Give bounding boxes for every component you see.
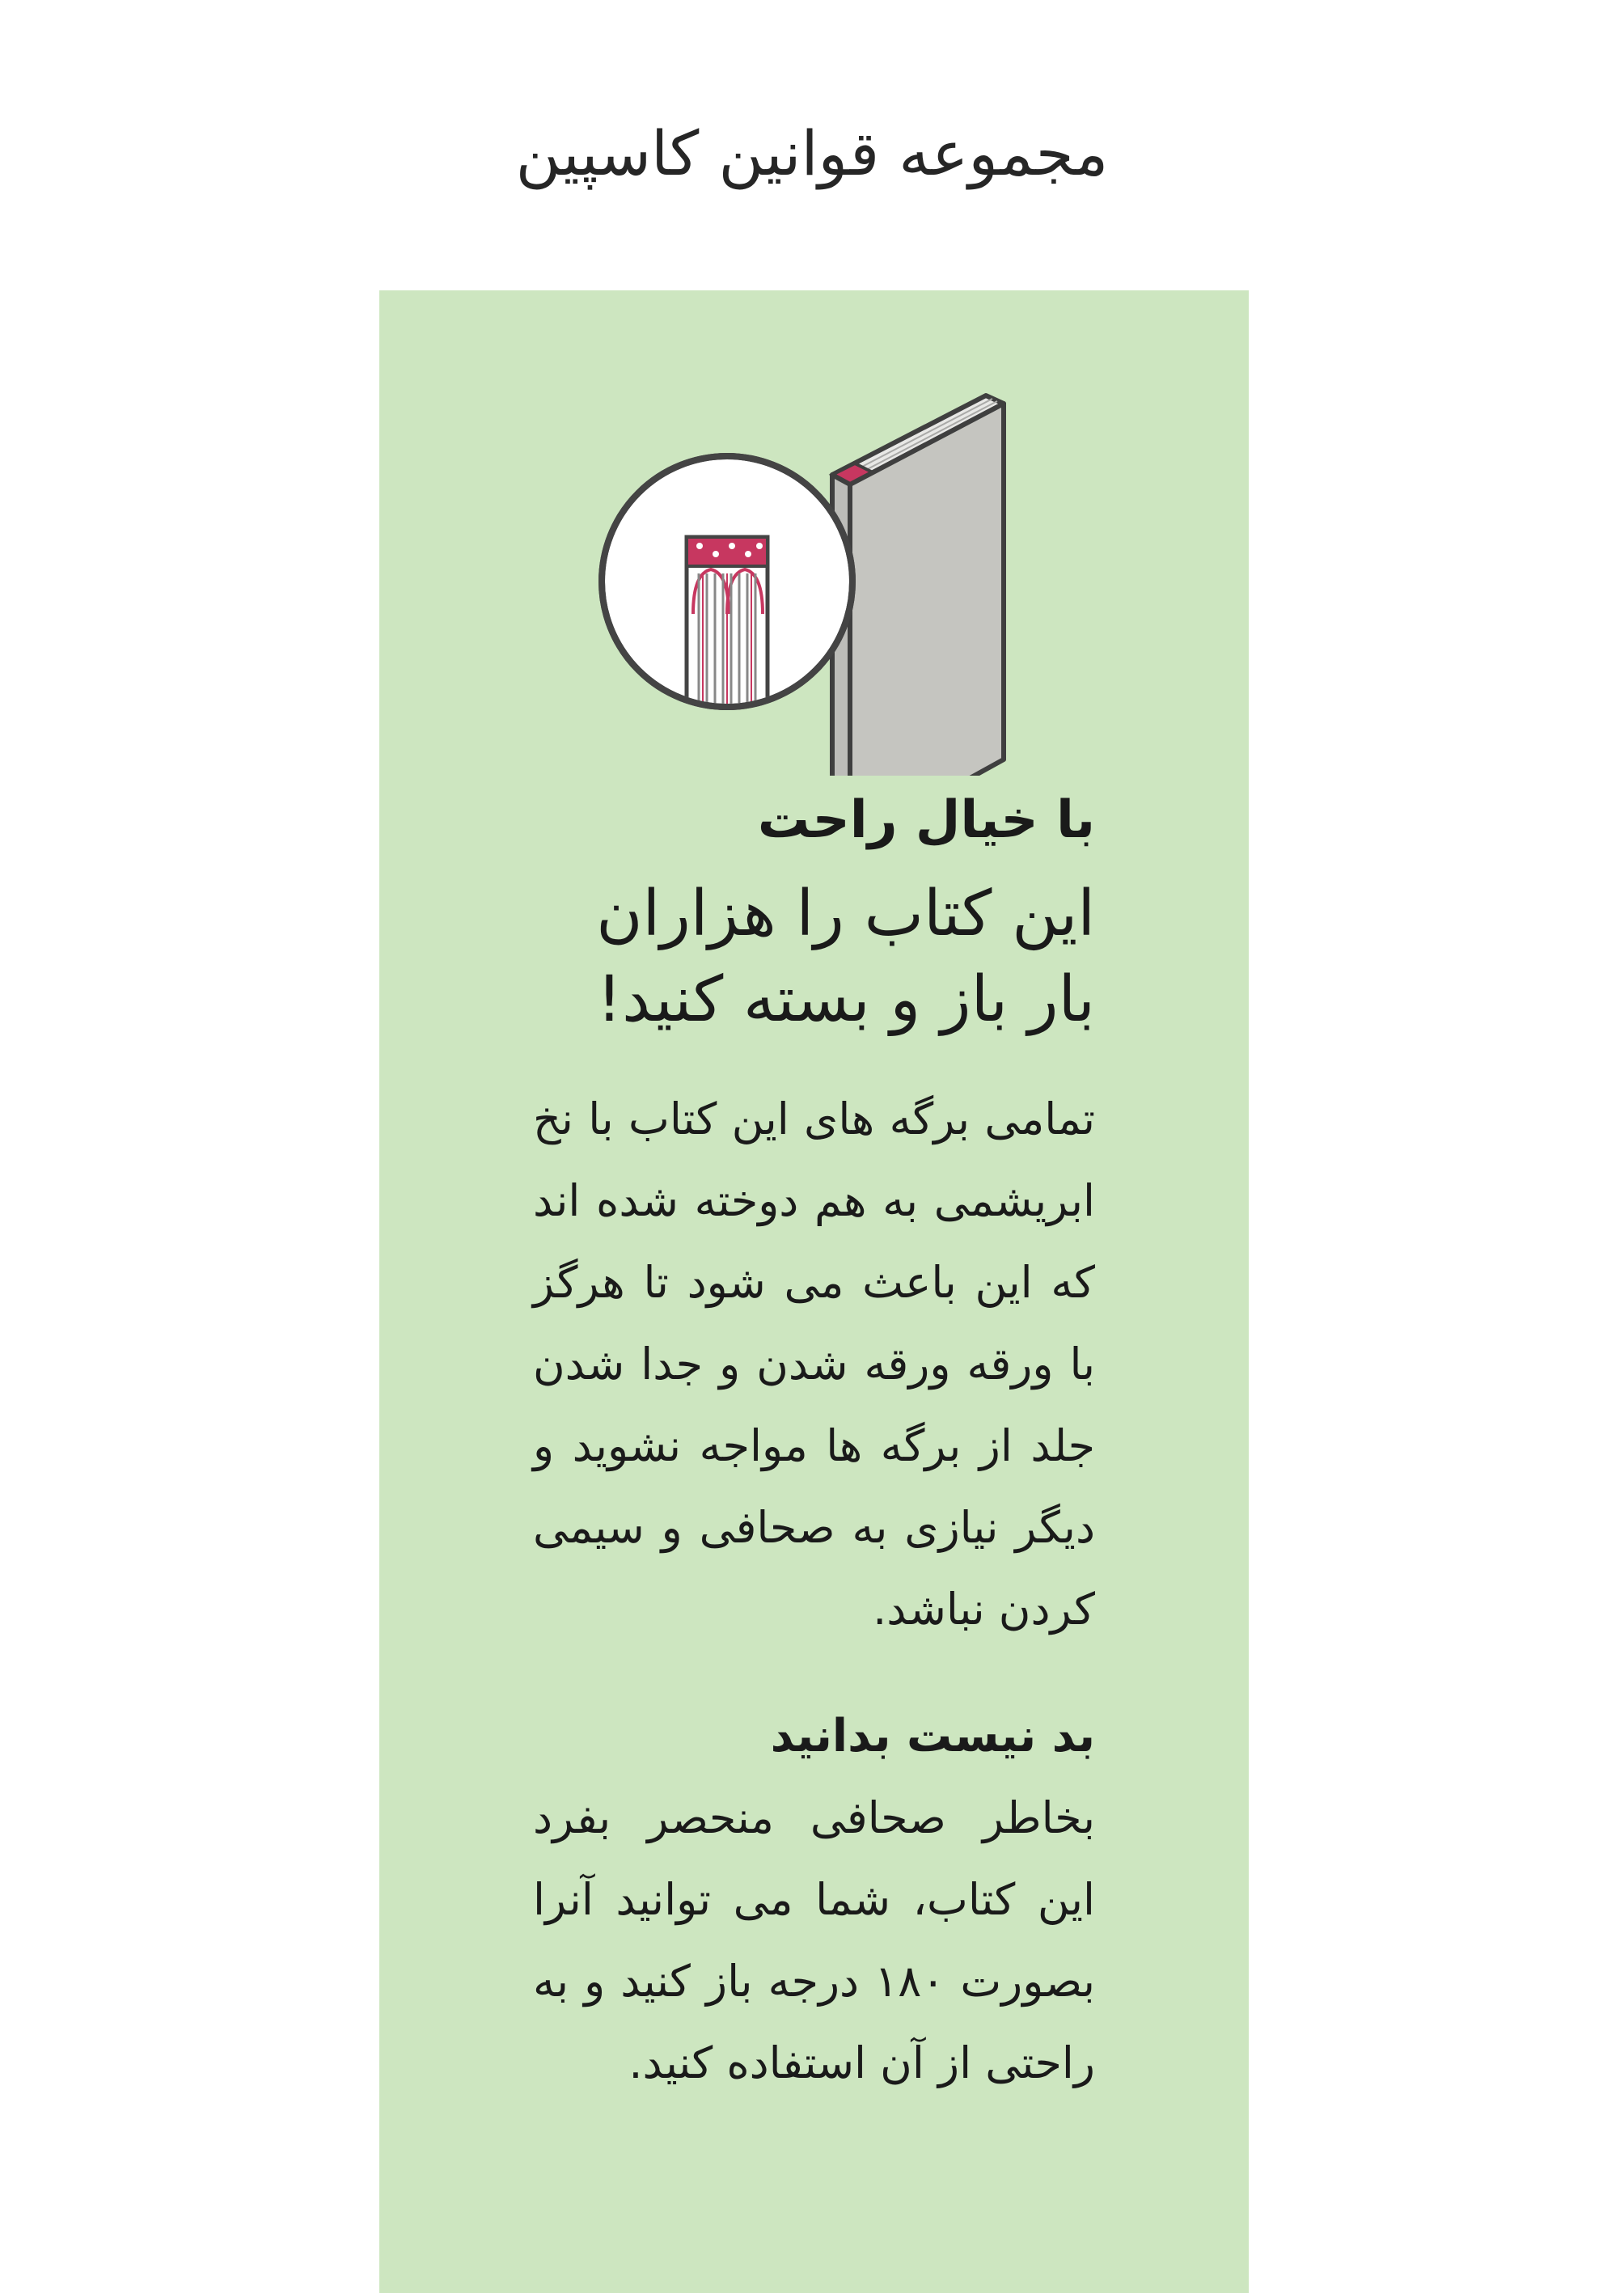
page-title: مجموعه قوانین کاسپین: [515, 117, 1109, 189]
headline: این کتاب را هزاران بار باز و بسته کنید!: [596, 878, 1095, 1036]
book-illustration: [832, 396, 1004, 776]
note-paragraph: بخاطر صحافی منحصر بفرد این کتاب، شما می توانید آنرا بصورت ۱۸۰ درجه باز کنید و به راحتی از آن استفاده کنید.: [533, 1792, 1095, 2088]
subtitle: با خیال راحت: [757, 790, 1095, 850]
sewn-book-binding-icon: [598, 339, 1051, 776]
info-panel: [379, 290, 1249, 2293]
note-heading: بد نیست بدانید: [770, 1710, 1095, 1762]
magnifier-illustration: [602, 456, 852, 731]
content-block: [533, 776, 1095, 2104]
body-paragraph: تمامی برگه های این کتاب با نخ ابریشمی به هم دوخته شده اند که این باعث می شود تا هرگز با ورقه ورقه شدن و جدا شدن جلد از برگه ها مواجه نشوید و دیگر نیازی به صحافی و سیمی کردن نباشد.: [533, 1094, 1095, 1635]
